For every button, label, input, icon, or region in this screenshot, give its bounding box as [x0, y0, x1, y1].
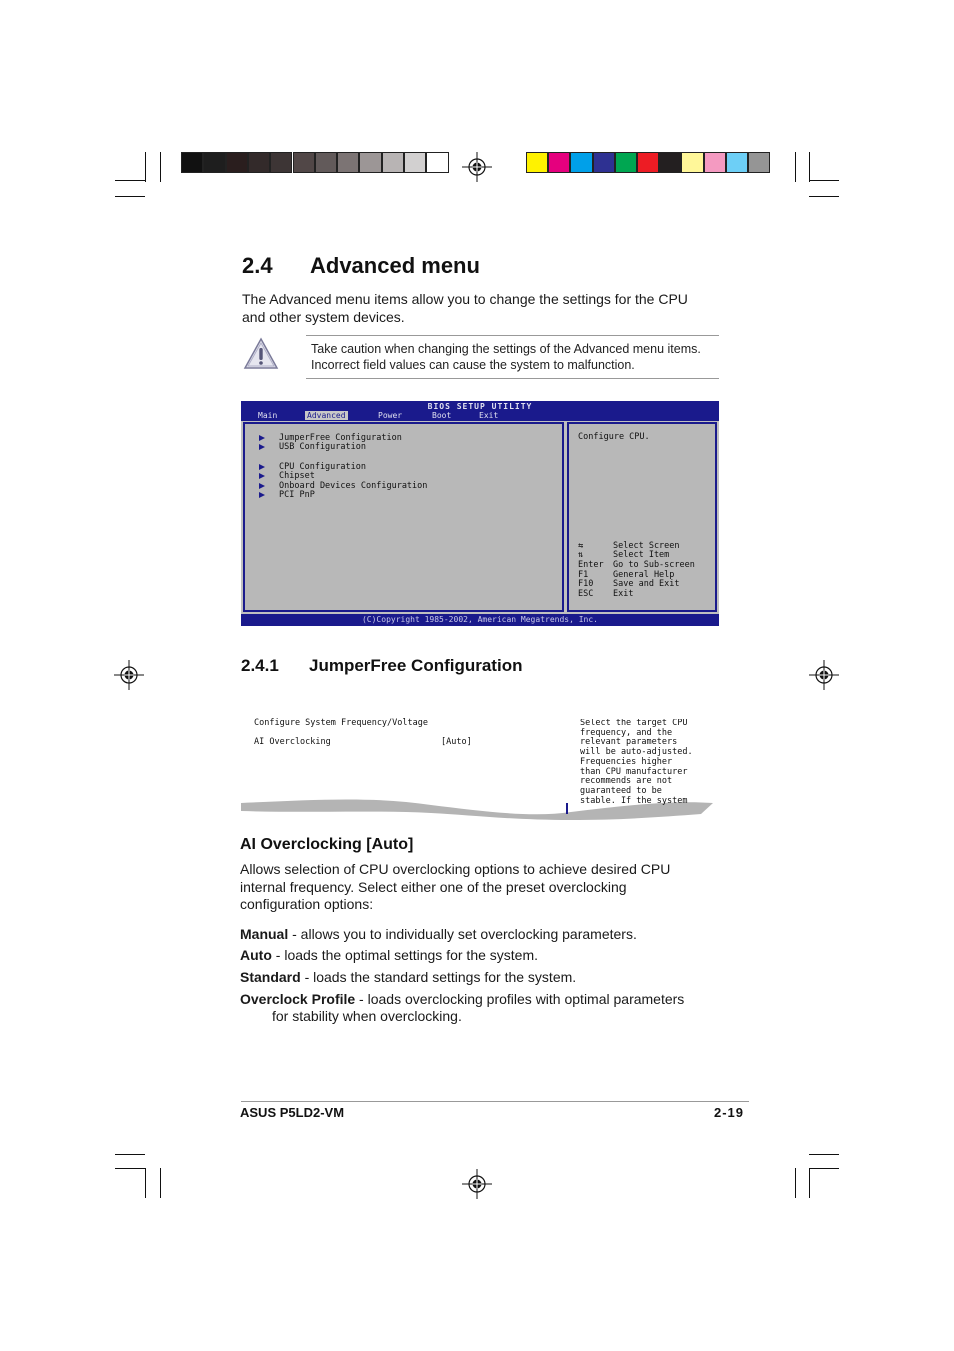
bios-copyright: (C)Copyright 1985-2002, American Megatrends, Inc. [361, 615, 598, 624]
option-name: Manual [240, 926, 289, 942]
section-title: Advanced menu [310, 253, 480, 278]
key-desc: Exit [613, 589, 634, 599]
key-name: F1 [578, 570, 589, 580]
help-line: stable. If the system [580, 795, 688, 805]
color-swatch [637, 152, 659, 173]
help-line: will be auto-adjusted. [580, 747, 693, 758]
fragment-heading: Configure System Frequency/Voltage [254, 718, 428, 728]
caution-box [306, 335, 719, 379]
color-swatch [570, 152, 592, 173]
caution-line: Incorrect field values can cause the system to malfunction. [311, 357, 635, 372]
color-swatch [359, 152, 381, 173]
color-swatch [270, 152, 292, 173]
color-swatch [704, 152, 726, 173]
help-line: Frequencies higher [580, 756, 673, 767]
desc-line: internal frequency. Select either one of the preset overclocking [240, 878, 627, 895]
crop-mark [795, 152, 796, 182]
key-desc: Save and Exit [613, 579, 680, 589]
crop-mark [809, 180, 839, 181]
section-intro [242, 291, 688, 326]
color-swatch [382, 152, 404, 173]
help-text: Configure CPU. [578, 432, 650, 442]
ai-description [240, 861, 670, 914]
help-line: frequency, and the [580, 727, 673, 738]
color-swatch [426, 152, 448, 173]
tab-exit[interactable]: Exit [479, 411, 499, 420]
footer-divider [241, 1101, 749, 1102]
color-swatch [181, 152, 203, 173]
tab-advanced[interactable]: Advanced [307, 411, 346, 420]
color-swatch [526, 152, 548, 173]
option-text: - loads the optimal settings for the system. [271, 947, 539, 963]
key-desc: Select Screen [613, 541, 680, 551]
bios-screen [241, 401, 719, 626]
crop-mark [160, 1168, 161, 1198]
option-text: - loads overclocking profiles with optimal parameters [355, 991, 685, 1007]
intro-line: and other system devices. [242, 308, 405, 325]
color-swatch [404, 152, 426, 173]
key-name: ESC [578, 589, 594, 599]
color-swatch [203, 152, 225, 173]
color-swatch [248, 152, 270, 173]
submenu-arrow-icon [259, 492, 265, 498]
menu-item-usb[interactable]: USB Configuration [279, 442, 366, 452]
section-heading [242, 253, 480, 279]
option-manual [240, 926, 637, 942]
color-swatch [726, 152, 748, 173]
subsection-title: JumperFree Configuration [309, 656, 523, 675]
option-name: Auto [240, 947, 272, 963]
ai-overclocking-label[interactable]: AI Overclocking [254, 737, 331, 747]
registration-mark-icon [462, 1169, 492, 1199]
color-swatch [337, 152, 359, 173]
bios-menu-panel [243, 422, 564, 612]
menu-item-pcipnp[interactable]: PCI PnP [279, 490, 315, 500]
crop-mark [795, 1168, 796, 1198]
tab-power[interactable]: Power [378, 411, 403, 420]
color-swatch [293, 152, 315, 173]
menu-item-onboard[interactable]: Onboard Devices Configuration [279, 481, 428, 491]
option-standard [240, 969, 576, 985]
caution-text [311, 342, 701, 373]
ai-overclocking-value[interactable]: [Auto] [441, 737, 472, 747]
tab-main[interactable]: Main [258, 411, 278, 420]
color-swatch [748, 152, 770, 173]
submenu-arrow-icon [259, 464, 265, 470]
crop-mark [145, 152, 146, 182]
help-line: Select the target CPU [580, 719, 688, 728]
crop-mark [809, 1168, 839, 1169]
help-line: relevant parameters [580, 737, 678, 748]
registration-mark-icon [114, 660, 144, 690]
caution-icon [243, 337, 279, 370]
option-text: - loads the standard settings for the system. [300, 969, 577, 985]
left-right-arrow-icon: ⇆ [578, 541, 584, 551]
color-swatch [315, 152, 337, 173]
crop-mark [809, 1154, 839, 1155]
up-down-arrow-icon: ⇅ [578, 550, 584, 560]
bios-help-panel [567, 422, 717, 612]
registration-mark-icon [809, 660, 839, 690]
color-swatch [226, 152, 248, 173]
desc-line: configuration options: [240, 896, 374, 912]
bios-fragment [241, 710, 719, 820]
option-overclock-profile [240, 991, 684, 1007]
color-swatch [681, 152, 703, 173]
subsection-number: 2.4.1 [241, 656, 279, 675]
crop-mark [115, 1154, 145, 1155]
crop-mark [115, 196, 145, 197]
crop-mark [160, 152, 161, 182]
ai-overclocking-heading: AI Overclocking [Auto] [240, 836, 414, 853]
menu-item-chipset[interactable]: Chipset [279, 471, 315, 481]
menu-item-cpu[interactable]: CPU Configuration [279, 462, 366, 472]
help-line: guaranteed to be [580, 785, 662, 796]
option-text: - allows you to individually set overclocking parameters. [288, 926, 637, 942]
option-name: Overclock Profile [240, 991, 356, 1007]
crop-mark [809, 196, 839, 197]
crop-mark [809, 1168, 810, 1198]
submenu-arrow-icon [259, 483, 265, 489]
submenu-arrow-icon [259, 473, 265, 479]
caution-line: Take caution when changing the settings of the Advanced menu items. [311, 342, 701, 356]
bios-header [241, 401, 719, 421]
fragment-help [580, 719, 693, 805]
desc-line: Allows selection of CPU overclocking options to achieve desired CPU [240, 861, 671, 877]
color-swatch [548, 152, 570, 173]
section-number: 2.4 [242, 253, 273, 278]
option-continuation: for stability when overclocking. [272, 1008, 462, 1024]
bios-footer [241, 614, 719, 626]
key-row [578, 590, 633, 600]
key-desc: Go to Sub-screen [613, 560, 695, 570]
bios-title: BIOS SETUP UTILITY [427, 402, 533, 411]
menu-item-jumperfree[interactable]: JumperFree Configuration [279, 433, 402, 443]
key-name: F10 [578, 579, 594, 589]
option-auto [240, 947, 538, 963]
key-desc: General Help [613, 570, 675, 580]
help-line: than CPU manufacturer [580, 766, 688, 777]
subsection-heading [241, 656, 522, 676]
key-desc: Select Item [613, 550, 670, 560]
crop-mark [115, 1168, 145, 1169]
intro-line: The Advanced menu items allow you to change the settings for the CPU [242, 291, 688, 307]
footer-product: ASUS P5LD2-VM [240, 1105, 345, 1120]
submenu-arrow-icon [259, 444, 265, 450]
crop-mark [115, 180, 145, 181]
option-name: Standard [240, 969, 301, 985]
color-swatch [615, 152, 637, 173]
key-name: Enter [578, 560, 604, 570]
tab-boot[interactable]: Boot [432, 411, 452, 420]
page-number: 2-19 [714, 1105, 745, 1120]
submenu-arrow-icon [259, 435, 265, 441]
color-swatch [659, 152, 681, 173]
registration-mark-icon [462, 152, 492, 182]
help-line: recommends are not [580, 776, 673, 787]
crop-mark [145, 1168, 146, 1198]
color-swatch [593, 152, 615, 173]
crop-mark [809, 152, 810, 182]
